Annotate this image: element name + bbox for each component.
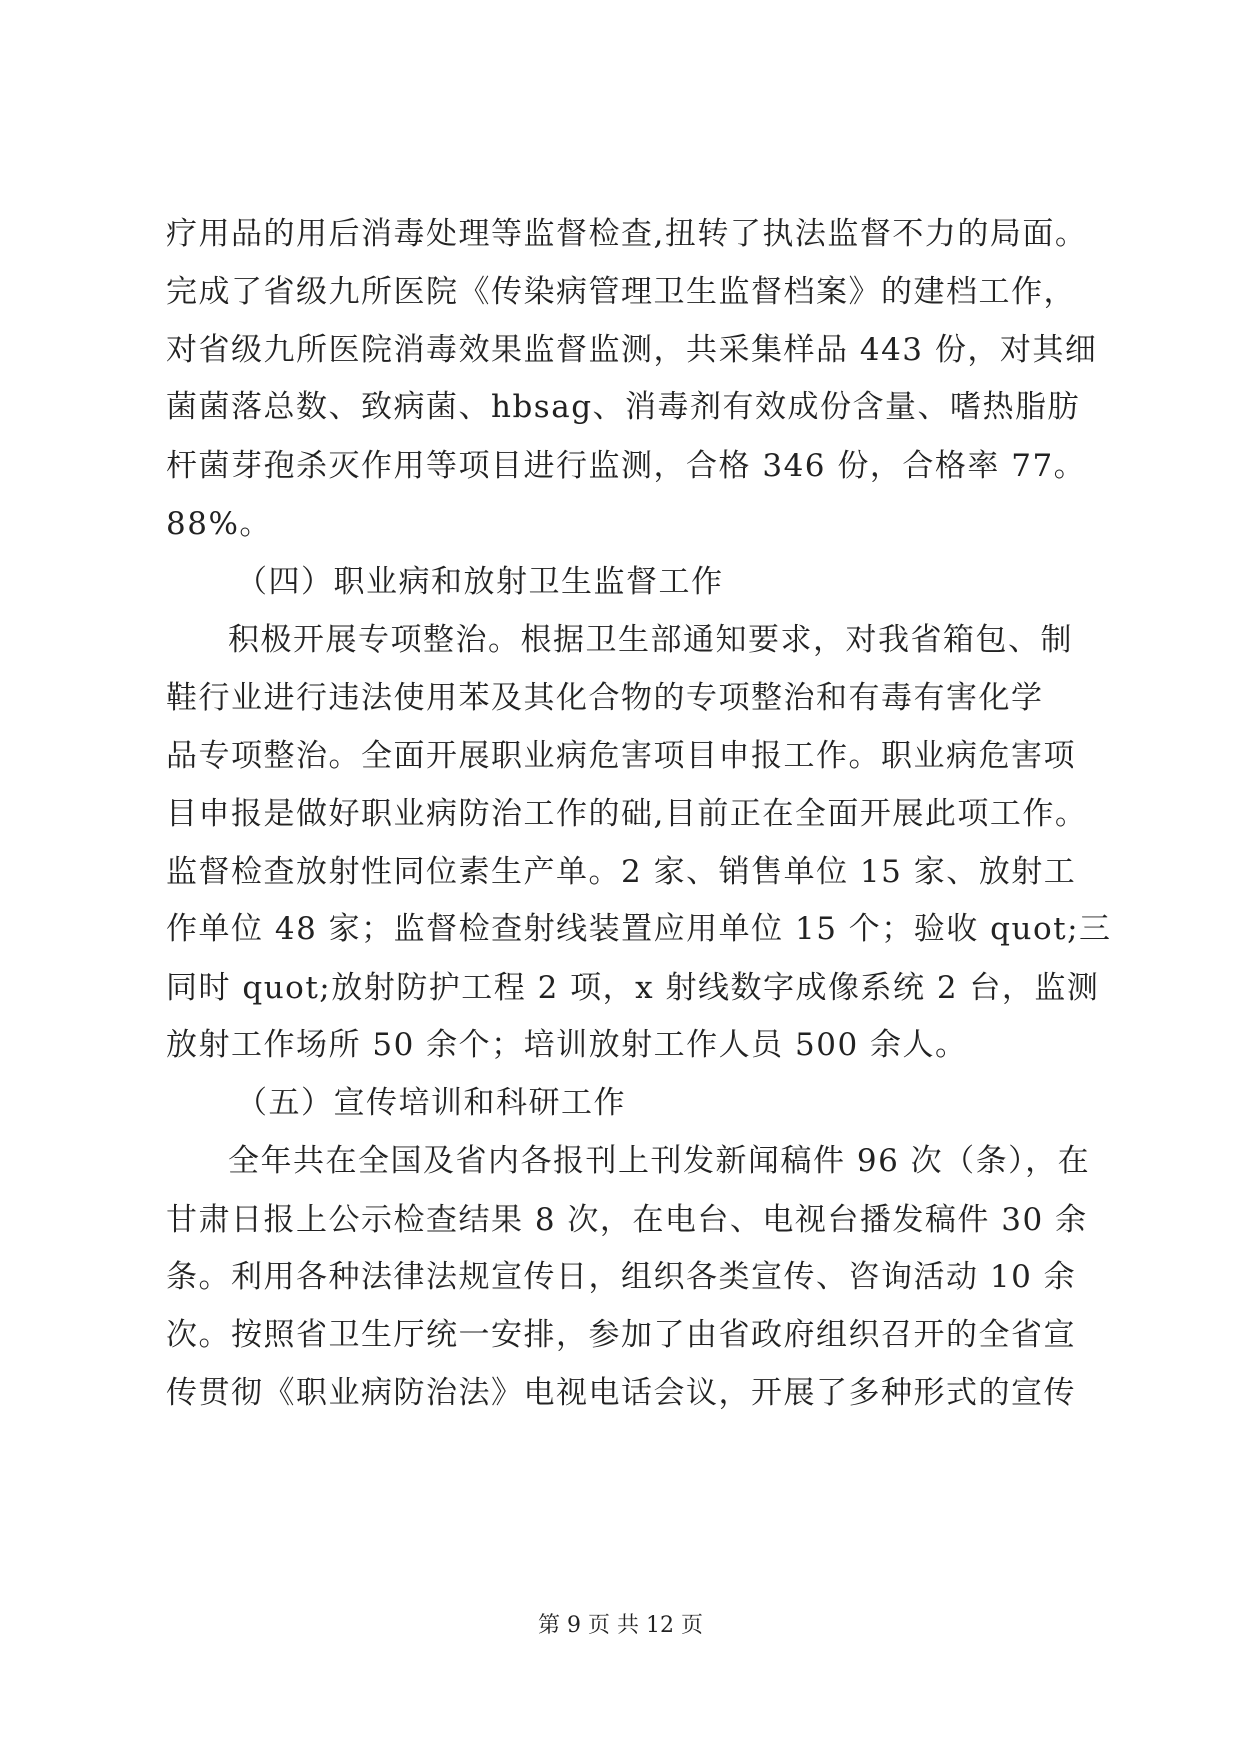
- text-line: 监督检查放射性同位素生产单。2 家、销售单位 15 家、放射工: [166, 854, 1077, 890]
- section-heading: （五）宣传培训和科研工作: [236, 1085, 626, 1121]
- text-line: 菌菌落总数、致病菌、hbsag、消毒剂有效成份含量、嗜热脂肪: [166, 389, 1081, 425]
- text-line: 甘肃日报上公示检查结果 8 次，在电台、电视台播发稿件 30 余: [166, 1202, 1088, 1238]
- text-line: 次。按照省卫生厅统一安排，参加了由省政府组织召开的全省宣: [166, 1317, 1076, 1353]
- text-line: 杆菌芽孢杀灭作用等项目进行监测，合格 346 份，合格率 77。: [166, 448, 1087, 484]
- page-number-footer: 第 9 页 共 12 页: [538, 1613, 703, 1638]
- text-line: 放射工作场所 50 余个；培训放射工作人员 500 余人。: [166, 1027, 968, 1063]
- section-heading: （四）职业病和放射卫生监督工作: [236, 564, 724, 600]
- text-line: 完成了省级九所医院《传染病管理卫生监督档案》的建档工作，: [166, 274, 1076, 310]
- text-line: 疗用品的用后消毒处理等监督检查,扭转了执法监督不力的局面。: [166, 216, 1088, 252]
- text-line: 88%。: [166, 506, 272, 542]
- text-line: 传贯彻《职业病防治法》电视电话会议，开展了多种形式的宣传: [166, 1375, 1076, 1411]
- text-line: 品专项整治。全面开展职业病危害项目申报工作。职业病危害项: [166, 738, 1076, 774]
- paragraph-first-line: 全年共在全国及省内各报刊上刊发新闻稿件 96 次（条），在: [228, 1143, 1091, 1179]
- text-line: 目申报是做好职业病防治工作的础,目前正在全面开展此项工作。: [166, 796, 1088, 832]
- text-line: 条。利用各种法律法规宣传日，组织各类宣传、咨询活动 10 余: [166, 1259, 1077, 1295]
- text-line: 鞋行业进行违法使用苯及其化合物的专项整治和有毒有害化学: [166, 680, 1044, 716]
- paragraph-first-line: 积极开展专项整治。根据卫生部通知要求，对我省箱包、制: [228, 622, 1073, 658]
- text-line: 同时 quot;放射防护工程 2 项，x 射线数字成像系统 2 台，监测: [166, 970, 1100, 1006]
- text-line: 对省级九所医院消毒效果监督监测，共采集样品 443 份，对其细: [166, 332, 1098, 368]
- text-line: 作单位 48 家；监督检查射线装置应用单位 15 个；验收 quot;三: [166, 911, 1112, 947]
